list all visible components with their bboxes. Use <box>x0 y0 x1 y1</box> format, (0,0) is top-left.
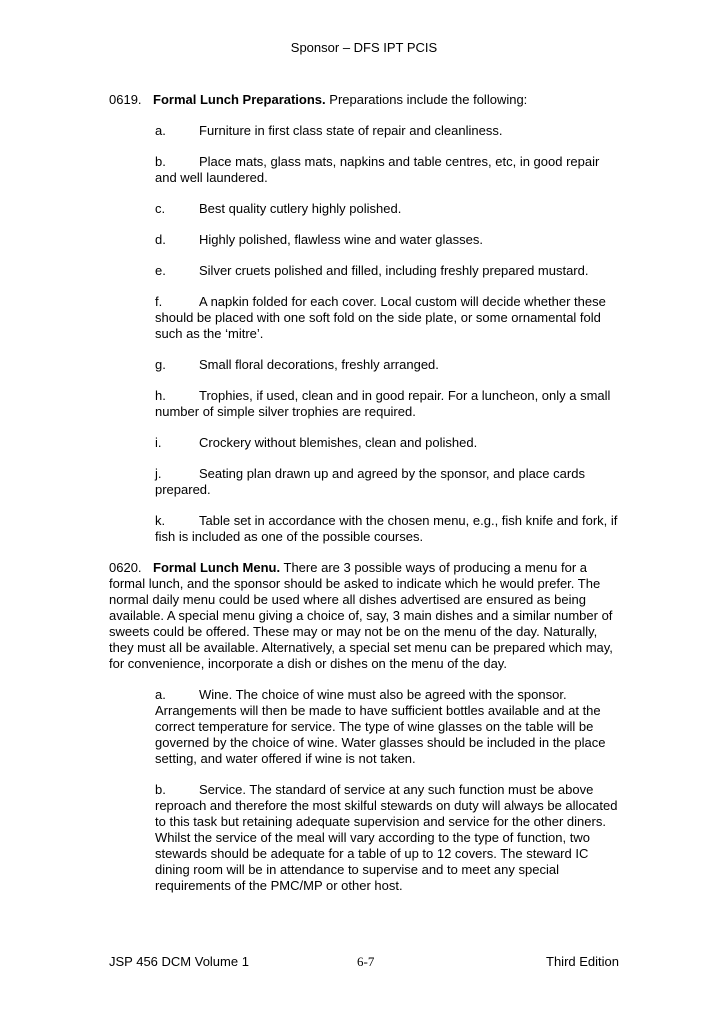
item-letter: a. <box>155 687 166 702</box>
section-number: 0619. <box>109 92 142 107</box>
list-item <box>155 466 624 498</box>
item-letter: a. <box>155 123 166 138</box>
item-letter: f. <box>155 294 163 309</box>
item-text: Best quality cutlery highly polished. <box>199 201 402 216</box>
document-body <box>109 92 624 909</box>
item-text: Silver cruets polished and filled, including freshly prepared mustard. <box>199 263 589 278</box>
list-item <box>155 513 624 545</box>
item-text: Wine. The choice of wine must also be agreed with the sponsor. Arrangements will then be made to have sufficient bottles available and at the correct temperature for service. The type of wine glasses on the table will be governed by the choice of wine. Water glasses should be included in the place setting, and water offered if wine is not taken. <box>155 687 606 766</box>
item-letter: g. <box>155 357 166 372</box>
page-footer <box>109 954 619 970</box>
item-letter: b. <box>155 782 166 797</box>
item-text: Small floral decorations, freshly arranged. <box>199 357 439 372</box>
item-text: Seating plan drawn up and agreed by the sponsor, and place cards prepared. <box>155 466 585 497</box>
item-text: Service. The standard of service at any such function must be above reproach and therefore the most skilful stewards on duty will always be allocated to this task but retaining adequate supervision and service for the other diners. Whilst the service of the meal will vary according to the type of function, two stewards should be adequate for a table of up to 12 covers. The steward IC dining room will be in attendance to supervise and to meet any special requirements of the PMC/MP or other host. <box>155 782 618 893</box>
item-text: Trophies, if used, clean and in good repair. For a luncheon, only a small number of simple silver trophies are required. <box>155 388 611 419</box>
item-text: Table set in accordance with the chosen menu, e.g., fish knife and fork, if fish is included as one of the possible courses. <box>155 513 618 544</box>
list-item <box>155 201 624 217</box>
item-text: A napkin folded for each cover. Local custom will decide whether these should be placed with one soft fold on the side plate, or some ornamental fold such as the ‘mitre’. <box>155 294 606 341</box>
item-text: Place mats, glass mats, napkins and table centres, etc, in good repair and well laundered. <box>155 154 600 185</box>
list-item <box>155 435 624 451</box>
list-item <box>155 687 624 767</box>
item-text: Furniture in first class state of repair and cleanliness. <box>199 123 503 138</box>
list-item <box>155 782 624 894</box>
item-letter: k. <box>155 513 166 528</box>
page-number: 6-7 <box>357 954 375 969</box>
list-item <box>155 294 624 342</box>
section-0619-heading <box>109 92 624 108</box>
item-letter: h. <box>155 388 166 403</box>
item-text: Crockery without blemishes, clean and polished. <box>199 435 478 450</box>
item-letter: e. <box>155 263 166 278</box>
section-0620-heading <box>109 560 624 672</box>
item-letter: i. <box>155 435 162 450</box>
list-item <box>155 154 624 186</box>
item-letter: j. <box>155 466 162 481</box>
footer-edition: Third Edition <box>546 954 619 969</box>
item-letter: b. <box>155 154 166 169</box>
item-letter: d. <box>155 232 166 247</box>
section-intro: There are 3 possible ways of producing a menu for a formal lunch, and the sponsor should be asked to indicate which he would prefer. The normal daily menu could be used where all dishes advertised are ensured as being available. A special menu giving a choice of, say, 3 main dishes and a similar number of sweets could be offered. These may or may not be on the menu of the day. Naturally, they must all be available. Alternatively, a special set menu can be prepared which may, for convenience, incorporate a dish or dishes on the menu of the day. <box>109 560 613 671</box>
section-number: 0620. <box>109 560 142 575</box>
item-letter: c. <box>155 201 166 216</box>
list-item <box>155 388 624 420</box>
page-header: Sponsor – DFS IPT PCIS <box>290 40 438 55</box>
list-item <box>155 123 624 139</box>
list-item <box>155 263 624 279</box>
footer-document-reference: JSP 456 DCM Volume 1 <box>109 954 249 969</box>
list-item <box>155 357 624 373</box>
item-text: Highly polished, flawless wine and water glasses. <box>199 232 483 247</box>
section-intro: Preparations include the following: <box>329 92 528 107</box>
section-title: Formal Lunch Menu. <box>153 560 281 575</box>
section-title: Formal Lunch Preparations. <box>153 92 326 107</box>
list-item <box>155 232 624 248</box>
